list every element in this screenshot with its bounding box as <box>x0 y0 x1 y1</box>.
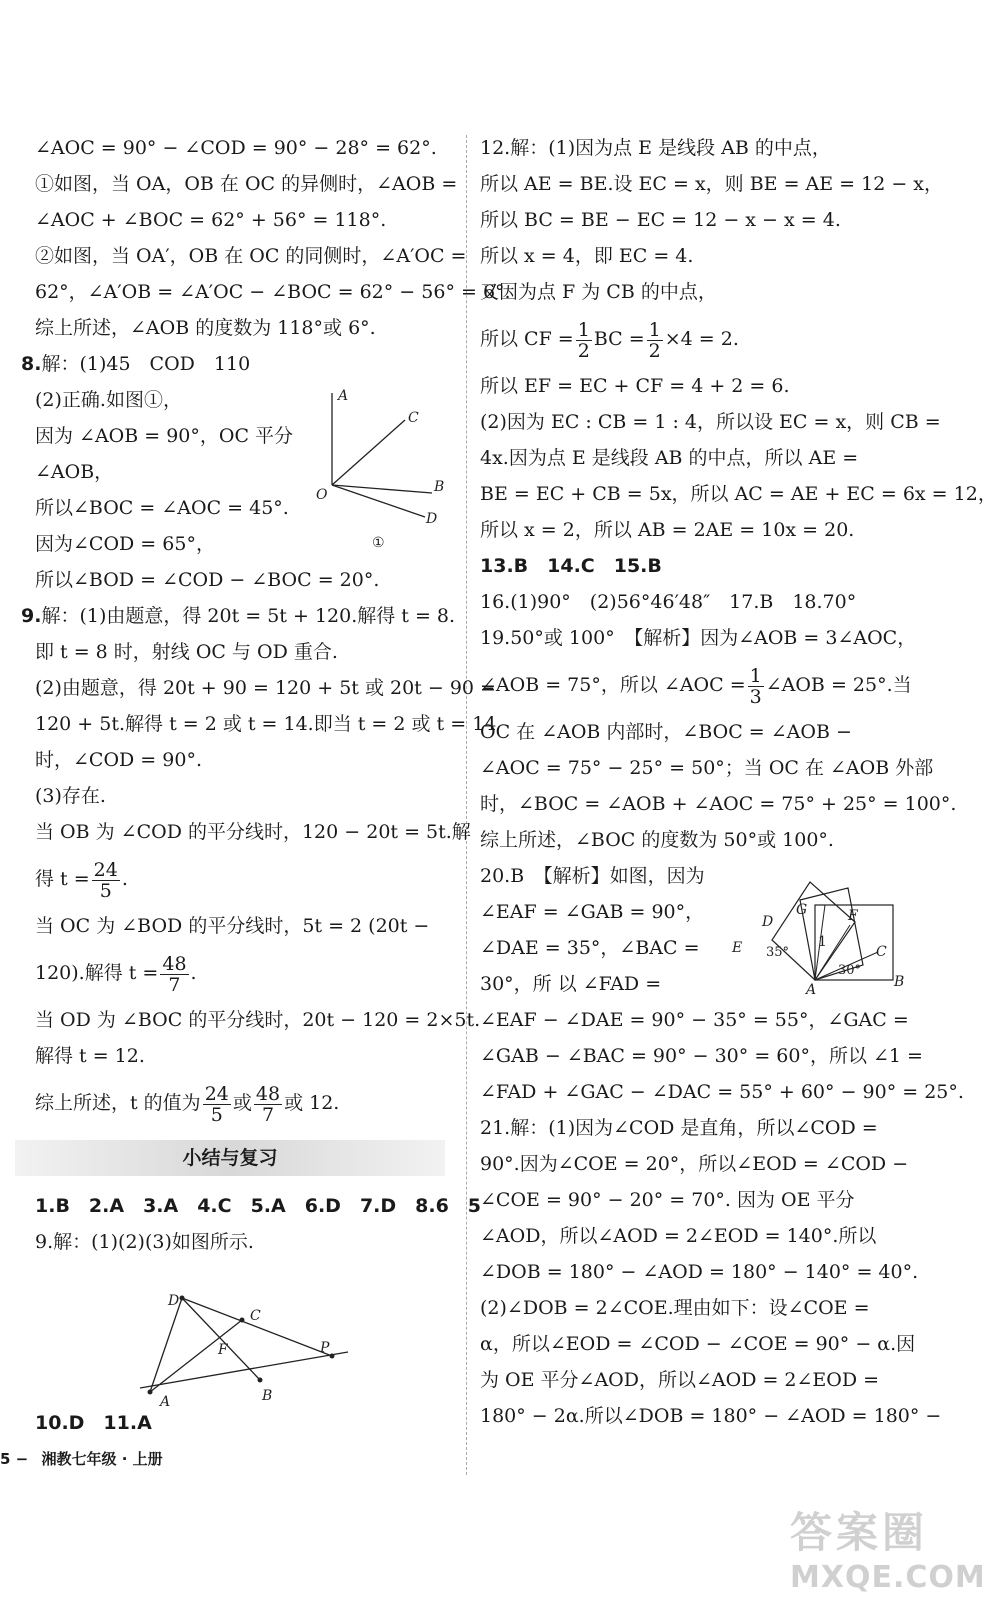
text-span: 综上所述，t 的值为 <box>35 1092 201 1114</box>
text-line: (2)由题意，得 20t + 90 = 120 + 5t 或 20t − 90 = <box>35 677 496 699</box>
figure-label: O <box>316 487 328 503</box>
figure-label: G <box>796 902 808 918</box>
text-line: 所以∠BOC = ∠AOC = 45°. <box>35 497 289 519</box>
book-title: 湘教七年级 · 上册 <box>41 1450 163 1468</box>
figure-label: A <box>338 388 349 404</box>
denominator: 7 <box>261 1103 275 1126</box>
column-divider <box>466 135 467 1475</box>
text-line: 180° − 2α.所以∠DOB = 180° − ∠AOD = 180° − <box>480 1405 942 1427</box>
text-line: 所以 x = 2，所以 AB = 2AE = 10x = 20. <box>480 519 855 541</box>
fraction <box>92 860 120 901</box>
text-line: 时，∠COD = 90°. <box>35 749 202 771</box>
text-line: 120 + 5t.解得 t = 2 或 t = 14.即当 t = 2 或 t = 14 <box>35 713 497 735</box>
text-span: ∠AOB = 75°，所以 ∠AOC = <box>480 674 746 696</box>
fraction-line <box>35 850 455 908</box>
numerator: 48 <box>255 1082 281 1105</box>
right-column <box>480 130 997 1434</box>
fraction-line <box>480 656 925 714</box>
footer-dash: − <box>15 1450 29 1468</box>
text-line: ∠EAF − ∠DAE = 90° − 35° = 55°，∠GAC = <box>480 1009 909 1031</box>
text-span: 或 12. <box>284 1092 340 1114</box>
figure-label: C <box>876 944 887 960</box>
fraction <box>160 954 188 995</box>
fraction <box>254 1084 282 1125</box>
text-span: 得 t = <box>35 868 90 890</box>
page-footer <box>0 1448 163 1469</box>
angle-label: 30° <box>838 963 862 978</box>
denominator: 2 <box>648 339 661 362</box>
numerator: 1 <box>648 318 661 341</box>
page-number: 5 <box>0 1450 11 1468</box>
text-line: ∠GAB − ∠BAC = 90° − 30° = 60°，所以 ∠1 = <box>480 1045 923 1067</box>
text-line: 90°.因为∠COE = 20°，所以∠EOD = ∠COD − <box>480 1153 909 1175</box>
figure-label: B <box>434 479 445 495</box>
fraction <box>748 666 764 707</box>
figure-label: A <box>160 1394 171 1410</box>
figure-label: D <box>426 511 438 527</box>
denominator: 5 <box>99 879 112 902</box>
text-line: ∠EAF = ∠GAB = 90°， <box>480 901 705 923</box>
text-line: 所以 BC = BE − EC = 12 − x − x = 4. <box>480 209 841 231</box>
figure-label: B <box>262 1388 273 1404</box>
text-line: ∠AOB， <box>35 461 114 483</box>
text-line: ∠AOC = 90° − ∠COD = 90° − 28° = 62°. <box>35 137 437 159</box>
text-span: 或 <box>232 1092 252 1114</box>
figure-label: A <box>806 982 817 998</box>
text-line: 21.解：(1)因为∠COD 是直角，所以∠COD = <box>480 1117 878 1139</box>
numerator: 48 <box>162 952 187 975</box>
denominator: 5 <box>210 1103 223 1126</box>
numerator: 24 <box>93 858 118 881</box>
text-line: ②如图，当 OA′，OB 在 OC 的同侧时，∠A′OC = <box>35 245 467 267</box>
numerator: 24 <box>204 1082 229 1105</box>
fraction <box>203 1084 231 1125</box>
text-span: 解：(1)45 COD 110 <box>41 353 251 375</box>
text-line: 当 OD 为 ∠BOC 的平分线时，20t − 120 = 2×5t. <box>35 1009 481 1031</box>
text-line: ∠DOB = 180° − ∠AOD = 180° − 140° = 40°. <box>480 1261 919 1283</box>
figure-label: 1 <box>818 934 827 950</box>
text-line: ①如图，当 OA，OB 在 OC 的异侧时，∠AOB = <box>35 173 458 195</box>
denominator: 3 <box>749 685 762 708</box>
text-line: ∠AOD，所以∠AOD = 2∠EOD = 140°.所以 <box>480 1225 877 1247</box>
text-line: ∠FAD + ∠GAC − ∠DAC = 55° + 60° − 90° = 25°. <box>480 1081 964 1103</box>
text-line: 因为∠COD = 65°， <box>35 533 215 555</box>
figure-label: F <box>848 908 858 924</box>
text-line: 为 OE 平分∠AOD，所以∠AOD = 2∠EOD = <box>480 1369 880 1391</box>
numerator: 1 <box>749 664 762 687</box>
text-line: 所以 x = 4，即 EC = 4. <box>480 245 694 267</box>
text-line: 时，∠BOC = ∠AOB + ∠AOC = 75° + 25° = 100°. <box>480 793 957 815</box>
text-line: 4x.因为点 E 是线段 AB 的中点，所以 AE = <box>480 447 859 469</box>
figure-q20-squares <box>730 870 920 1000</box>
text-line: 综上所述，∠BOC 的度数为 50°或 100°. <box>480 829 834 851</box>
text-line: 当 OC 为 ∠BOD 的平分线时，5t = 2 (20t − <box>35 915 430 937</box>
text-line: 20.B 【解析】如图，因为 <box>480 865 705 887</box>
text-line: 又因为点 F 为 CB 的中点， <box>480 281 717 303</box>
figure-label: E <box>732 940 743 956</box>
text-span: . <box>190 962 197 984</box>
text-line: (2)∠DOB = 2∠COE.理由如下：设∠COE = <box>480 1297 870 1319</box>
text-line: (2)因为 EC : CB = 1 : 4，所以设 EC = x，则 CB = <box>480 411 941 433</box>
text-line: 当 OB 为 ∠COD 的平分线时，120 − 20t = 5t.解 <box>35 821 471 843</box>
denominator: 2 <box>577 339 590 362</box>
answer-line: 1.B 2.A 3.A 4.C 5.A 6.D 7.D 8.6 5 <box>35 1195 482 1217</box>
text-line: 所以∠BOD = ∠COD − ∠BOC = 20°. <box>35 569 380 591</box>
text-span: ∠AOB = 25°.当 <box>765 674 912 696</box>
text-line: 所以 EF = EC + CF = 4 + 2 = 6. <box>480 375 790 397</box>
fraction <box>647 320 663 361</box>
answer-line: 16.(1)90° (2)56°46′48″ 17.B 18.70° <box>480 591 857 613</box>
figure-label: C <box>250 1308 261 1324</box>
watermark-text: 答案圈 <box>790 1508 929 1557</box>
fraction <box>576 320 592 361</box>
question-number: 8. <box>21 353 42 375</box>
text-line: BE = EC + CB = 5x，所以 AC = AE + EC = 6x = 12， <box>480 483 997 505</box>
text-line: OC 在 ∠AOB 内部时，∠BOC = ∠AOB − <box>480 721 852 743</box>
text-line: 9.解：(1)(2)(3)如图所示. <box>35 1231 254 1253</box>
answer-line: 10.D 11.A <box>35 1412 152 1434</box>
watermark <box>790 1500 990 1595</box>
figure-label: D <box>168 1293 180 1309</box>
text-line: ∠COE = 90° − 20° = 70°. 因为 OE 平分 <box>480 1189 855 1211</box>
text-span: . <box>121 868 128 890</box>
fraction-line <box>35 944 455 1002</box>
text-line: (3)存在. <box>35 785 106 807</box>
text-line: 30°，所 以 ∠FAD = <box>480 973 662 995</box>
figure-label: F <box>218 1342 228 1358</box>
figure-label: P <box>320 1340 330 1356</box>
text-line: 综上所述，∠AOB 的度数为 118°或 6°. <box>35 317 376 339</box>
text-line: 所以 AE = BE.设 EC = x，则 BE = AE = 12 − x， <box>480 173 944 195</box>
text-line: 即 t = 8 时，射线 OC 与 OD 重合. <box>35 641 338 663</box>
text-span: ×4 = 2. <box>664 328 739 350</box>
figure-label: D <box>762 914 774 930</box>
text-line: (2)正确.如图①， <box>35 389 182 411</box>
figure-review9-geometry <box>120 1280 370 1410</box>
text-line: α，所以∠EOD = ∠COD − ∠COE = 90° − α.因 <box>480 1333 916 1355</box>
text-line: ∠AOC = 75° − 25° = 50°；当 OC 在 ∠AOB 外部 <box>480 757 934 779</box>
text-span: 120).解得 t = <box>35 962 159 984</box>
figure-label: B <box>894 974 905 990</box>
text-line: 19.50°或 100° 【解析】因为∠AOB = 3∠AOC， <box>480 627 917 649</box>
denominator: 7 <box>168 973 181 996</box>
text-span: 所以 CF = <box>480 328 574 350</box>
question-9-line <box>21 598 456 634</box>
figure-label: C <box>408 410 419 426</box>
numerator: 1 <box>577 318 590 341</box>
watermark-url: MXQE.COM <box>790 1560 986 1595</box>
text-line: 因为 ∠AOB = 90°，OC 平分 <box>35 425 294 447</box>
angle-label: 35° <box>766 945 790 960</box>
text-span: BC = <box>593 328 645 350</box>
question-8-line <box>21 346 455 382</box>
text-line: 62°，∠A′OB = ∠A′OC − ∠BOC = 62° − 56° = 6°. <box>35 281 511 303</box>
answer-line: 13.B 14.C 15.B <box>480 555 662 577</box>
text-line: 解得 t = 12. <box>35 1045 145 1067</box>
text-line: 12.解：(1)因为点 E 是线段 AB 的中点， <box>480 137 831 159</box>
figure-caption: ① <box>372 535 385 551</box>
section-title: 小结与复习 <box>15 1140 445 1176</box>
text-line: ∠AOC + ∠BOC = 62° + 56° = 118°. <box>35 209 387 231</box>
question-number: 9. <box>21 605 42 627</box>
figure-q8-angles <box>310 385 460 555</box>
fraction-line <box>35 1074 455 1132</box>
left-column <box>21 130 511 1441</box>
text-line: ∠DAE = 35°，∠BAC = <box>480 937 700 959</box>
text-span: 解：(1)由题意，得 20t = 5t + 120.解得 t = 8. <box>41 605 456 627</box>
fraction-line <box>480 310 925 368</box>
